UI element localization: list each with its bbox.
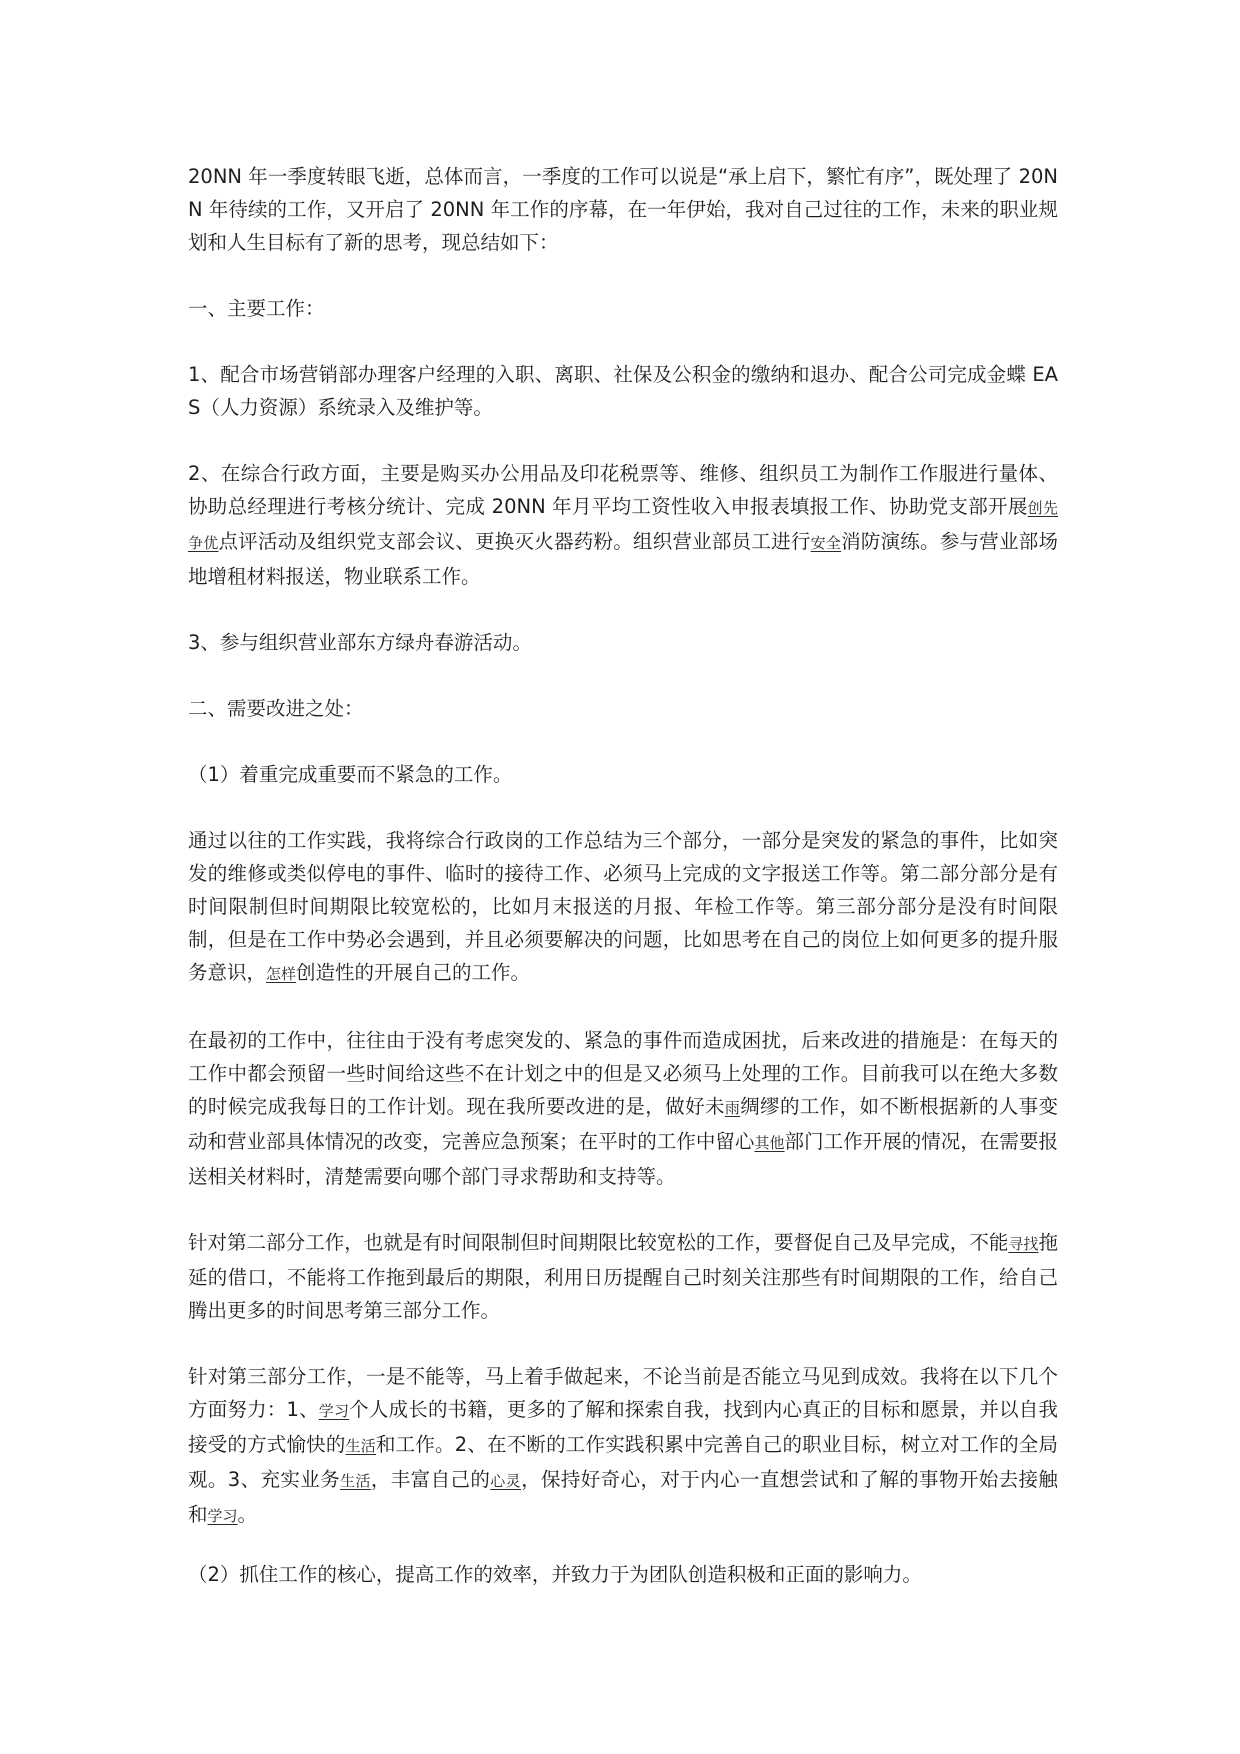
text-segment: 。 [237, 1503, 258, 1526]
text-segment: 点评活动及组织党支部会议、更换灭火器药粉。组织营业部员工进行 [218, 530, 811, 553]
keyword-link[interactable]: 安全 [810, 534, 842, 552]
text-segment: 和工作。2、在不断的工作实践积累中完善自己的职业目标，树立对工作的全局观。3、充实业务 [188, 1433, 1058, 1491]
keyword-link[interactable]: 学习 [207, 1507, 238, 1525]
text-segment: 消防演练。参与营业部场地增租材料报送，物业联系工作。 [188, 530, 1058, 588]
text-segment: 在最初的工作中，往往由于没有考虑突发的、紧急的事件而造成困扰，后来改进的措施是：在每天的工作中都会预留一些时间给这些不在计划之中的但是又必须马上处理的工作。目前我可以在绝大多数的时候完成我每日的工作计划。现在我所要改进的是，做好未 [188, 1029, 1058, 1118]
work-item-2 [188, 457, 1058, 593]
keyword-link[interactable]: 寻找 [1008, 1235, 1039, 1253]
text-segment: 个人成长的书籍，更多的了解和探索自我，找到内心真正的目标和愿景，并以自我接受的方式愉快的 [188, 1398, 1058, 1456]
keyword-link[interactable]: 其他 [754, 1134, 785, 1152]
keyword-link[interactable]: 雨 [724, 1099, 741, 1117]
intro-paragraph: 20NN 年一季度转眼飞逝，总体而言，一季度的工作可以说是“承上启下，繁忙有序”，既处理了 20NN 年待续的工作，又开启了 20NN 年工作的序幕，在一年伊始，我对自己过往的工作，未来的职业规划和人生目标有了新的思考，现总结如下： [188, 165, 1058, 254]
keyword-link[interactable]: 学习 [318, 1402, 350, 1420]
text-segment: 部门工作开展的情况，在需要报送相关材料时，清楚需要向哪个部门寻求帮助和支持等。 [188, 1130, 1058, 1188]
text-segment: 通过以往的工作实践，我将综合行政岗的工作总结为三个部分，一部分是突发的紧急的事件，比如突发的维修或类似停电的事件、临时的接待工作、必须马上完成的文字报送工作等。第二部分部分是有时间限制但时间期限比较宽松的，比如月末报送的月报、年检工作等。第三部分部分是没有时间限制，但是在工作中势必会遇到，并且必须要解决的问题，比如思考在自己的岗位上如何更多的提升服务意识， [188, 829, 1058, 984]
paragraph-second-category [188, 1226, 1058, 1327]
work-item-1: 1、配合市场营销部办理客户经理的入职、离职、社保及公积金的缴纳和退办、配合公司完成金蝶 EAS（人力资源）系统录入及维护等。 [188, 363, 1058, 419]
subheading-core-efficiency: （2）抓住工作的核心，提高工作的效率，并致力于为团队创造积极和正面的影响力。 [188, 1563, 922, 1586]
document-body [188, 160, 1058, 1624]
text-segment: 绸缪的工作，如不断根据新的人事变动和营业部具体情况的改变，完善应急预案；在平时的工作中留心 [188, 1095, 1058, 1153]
text-segment: 针对第三部分工作，一是不能等，马上着手做起来，不论当前是否能立马见到成效。我将在以下几个方面努力：1、 [188, 1365, 1058, 1421]
subheading-important-not-urgent: （1）着重完成重要而不紧急的工作。 [188, 763, 513, 786]
keyword-link[interactable]: 怎样 [266, 965, 297, 983]
keyword-link[interactable]: 生活 [345, 1437, 376, 1455]
text-segment: 拖延的借口，不能将工作拖到最后的期限，利用日历提醒自己时刻关注那些有时间期限的工作，给自己腾出更多的时间思考第三部分工作。 [188, 1231, 1058, 1322]
keyword-link[interactable]: 心灵 [490, 1472, 522, 1490]
text-segment: 创造性的开展自己的工作。 [296, 961, 531, 984]
text-segment: ，丰富自己的 [370, 1468, 491, 1491]
paragraph-third-category [188, 1360, 1058, 1533]
keyword-link[interactable]: 生活 [340, 1472, 371, 1490]
paragraph-first-category [188, 1024, 1058, 1193]
section-heading-improvements: 二、需要改进之处： [188, 697, 364, 720]
keyword-link[interactable]: 创先争优 [188, 499, 1058, 552]
work-item-3: 3、参与组织营业部东方绿舟春游活动。 [188, 631, 532, 654]
text-segment: ，保持好奇心，对于内心一直想尝试和了解的事物开始去接触和 [188, 1468, 1058, 1526]
text-segment: 针对第二部分工作，也就是有时间限制但时间期限比较宽松的工作，要督促自己及早完成，不能 [188, 1231, 1009, 1254]
paragraph-work-categories [188, 824, 1058, 991]
section-heading-main-work: 一、主要工作： [188, 297, 325, 320]
text-segment: 2、在综合行政方面，主要是购买办公用品及印花税票等、维修、组织员工为制作工作服进行量体、协助总经理进行考核分统计、完成 20NN 年月平均工资性收入申报表填报工作、协助党支部开展 [188, 462, 1058, 518]
